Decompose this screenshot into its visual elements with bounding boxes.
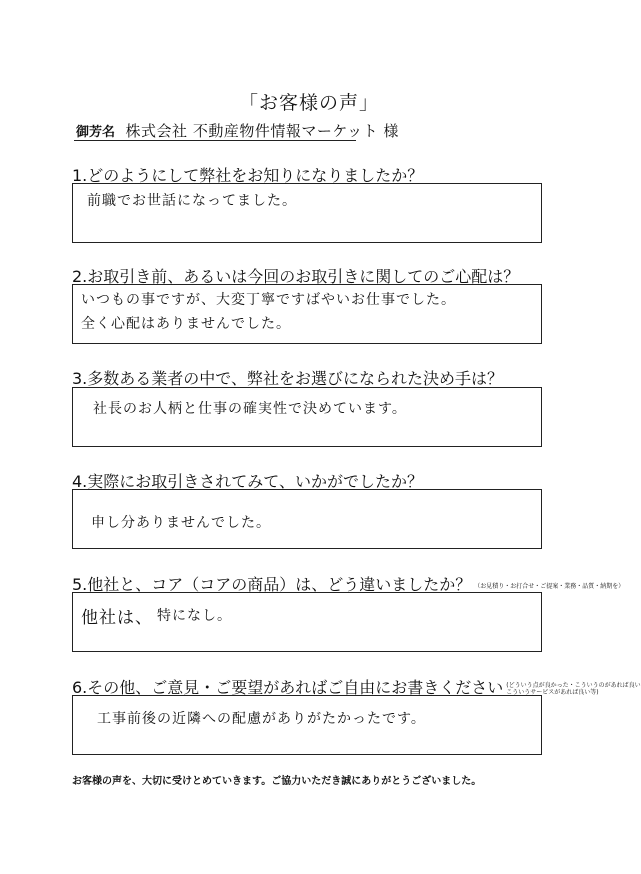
question-2: 2.お取引き前、あるいは今回のお取引きに関してのご心配は？ (72, 267, 520, 286)
client-underline (74, 140, 356, 141)
answer-3-line-1: 社長のお人柄と仕事の確実性で決めています。 (93, 401, 407, 417)
client-name: 株式会社 不動産物件情報マーケット 様 (125, 122, 399, 140)
answer-6-line-1: 工事前後の近隣への配慮がありがたかったです。 (97, 711, 426, 727)
question-4: 4.実際にお取引きされてみて、いかがでしたか？ (72, 472, 423, 491)
answer-box-3 (72, 387, 542, 447)
answer-5-line-2: 特になし。 (157, 608, 232, 624)
question-6-note-line-2: こういうサービスがあれば良い等 (506, 688, 597, 696)
answer-2-line-1: いつもの事ですが、大変丁寧ですばやいお仕事でした。 (81, 292, 456, 308)
question-5-text: 5.他社と、コア（コアの商品）は、どう違いましたか？ (72, 575, 472, 594)
question-6-text: 6.その他、ご意見・ご要望があればご自由にお書きください (72, 678, 504, 697)
client-name-row (76, 120, 399, 141)
question-6-note: (どういう点が良かった・こういうのがあれば良い こういうサービスがあれば良い等) (506, 681, 641, 696)
answer-1-line-1: 前職でお世話になってました。 (87, 193, 297, 209)
question-6-note-line-1: どういう点が良かった・こういうのがあれば良い (508, 681, 641, 689)
footer-message: お客様の声を、大切に受けとめていきます。ご協力いただき誠にありがとうございました。 (72, 776, 482, 787)
page-title: 「お客様の声」 (238, 92, 379, 114)
question-1: 1.どのようにして弊社をお知りになりましたか？ (72, 166, 424, 185)
answer-box-1 (72, 183, 542, 243)
answer-box-2 (72, 284, 542, 344)
client-label: 御芳名 (76, 125, 116, 140)
answer-2-line-2: 全く心配はありませんでした。 (81, 316, 291, 332)
answer-box-6 (72, 695, 542, 755)
answer-box-5 (72, 592, 542, 652)
answer-box-4 (72, 489, 542, 549)
question-3: 3.多数ある業者の中で、弊社をお選びになられた決め手は？ (72, 369, 503, 388)
answer-5-line-1: 他社は、 (81, 608, 153, 628)
question-5-note: （お見積り・お打合せ・ご提案・業務・品質・納期を） (474, 583, 625, 590)
answer-4-line-1: 申し分ありませんでした。 (91, 515, 271, 531)
